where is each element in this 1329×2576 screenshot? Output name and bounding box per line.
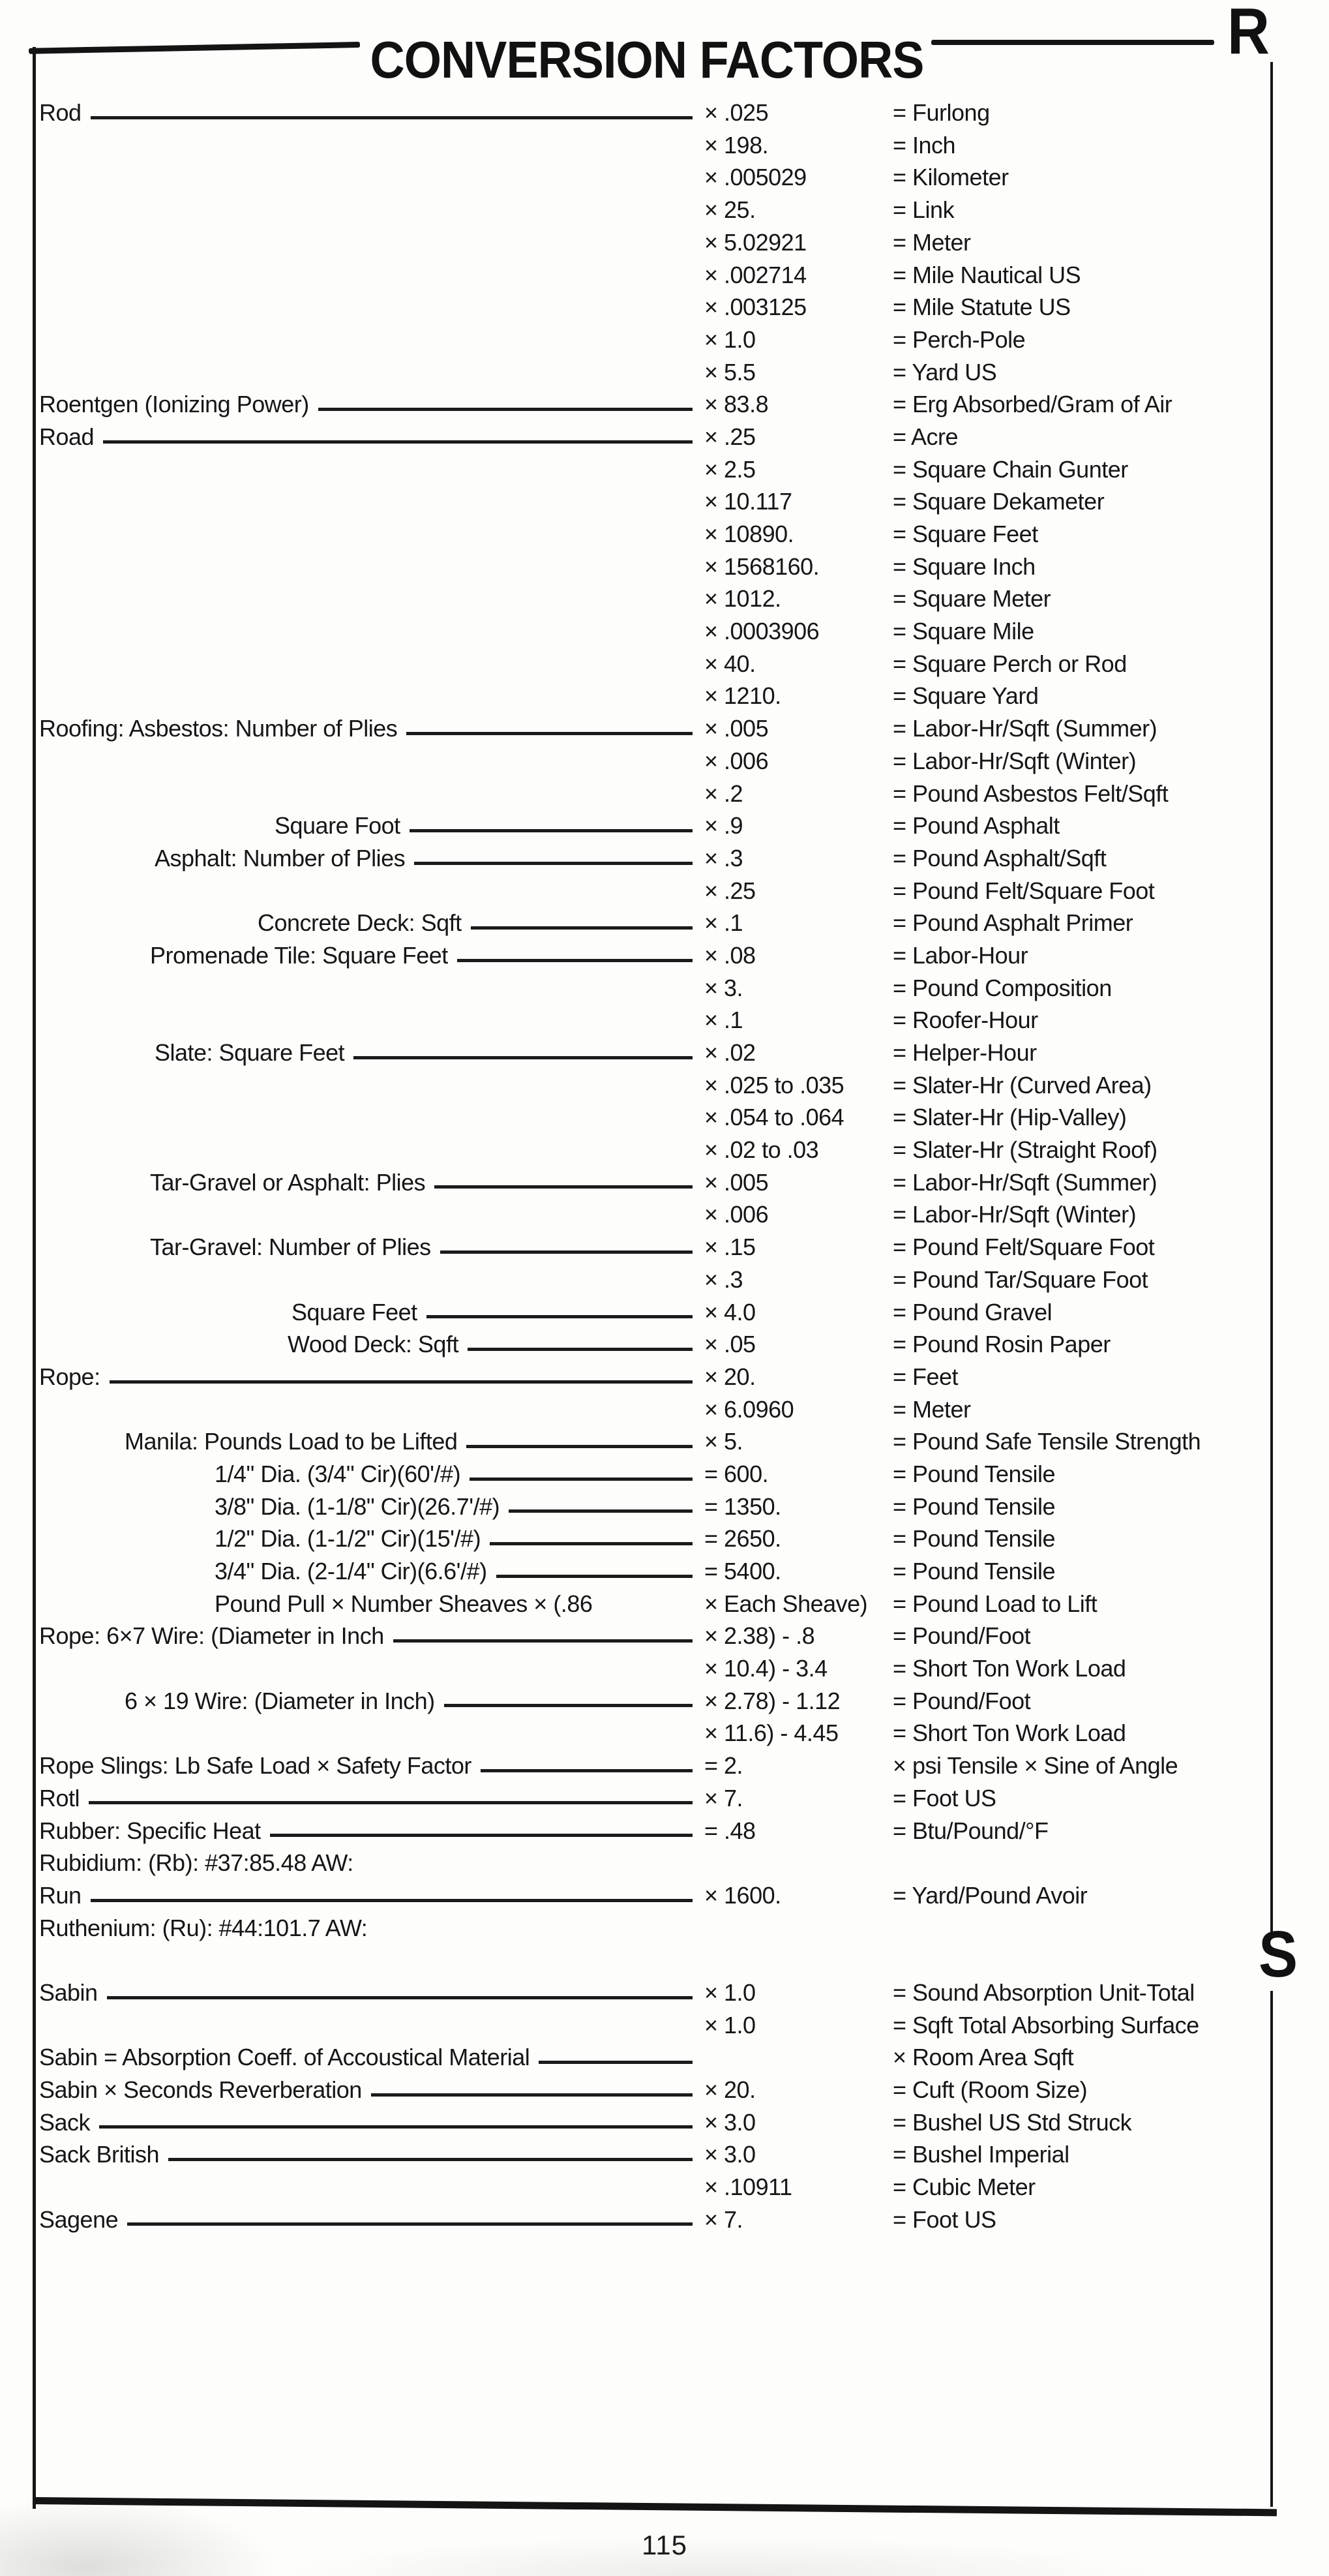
result-value: = Foot US [893,2205,996,2233]
conversion-row [39,452,1272,485]
quantity-label: Sabin [39,1978,98,2006]
quantity-label: Roentgen (Ionizing Power) [39,391,309,418]
row-label-cell [39,1526,704,1552]
conversion-row [39,2202,1272,2235]
row-label-cell [39,1785,704,1811]
leader-line [89,1801,693,1804]
result-value: = Link [893,196,955,224]
leader-line [440,1250,693,1254]
factor-value: × .025 [704,99,769,127]
factor-value: × .054 to .064 [704,1104,844,1131]
conversion-factors-table [39,95,1272,2234]
conversion-row [39,1035,1272,1068]
page-number: 115 [642,2530,687,2560]
factor-value: × .2 [704,780,743,807]
conversion-row [39,484,1272,517]
leader-line [468,1348,693,1351]
factor-value: × Each Sheave) [704,1590,868,1617]
factor-value: × 3.0 [704,2141,756,2168]
conversion-row [39,1554,1272,1586]
result-value: = Square Feet [893,521,1038,548]
result-value: = Cuft (Room Size) [893,2076,1088,2104]
result-value: = Roofer-Hour [893,1007,1038,1034]
result-value: = Inch [893,131,956,159]
section-letter-s: S [1259,1918,1298,1991]
conversion-row [39,549,1272,582]
row-label-cell [39,1688,704,1714]
quantity-label: Slate: Square Feet [155,1039,345,1067]
conversion-row [39,225,1272,258]
row-label-cell [39,1299,704,1326]
factor-value: × 1568160. [704,553,820,580]
result-value: = Kilometer [893,164,1009,191]
conversion-row [39,322,1272,355]
result-value: = Square Chain Gunter [893,455,1128,483]
row-label-cell [39,1850,704,1876]
quantity-label: Sabin × Seconds Reverberation [39,2076,362,2104]
result-value: = Slater-Hr (Curved Area) [893,1071,1152,1099]
row-label-cell [39,2142,704,2168]
leader-line [457,959,693,962]
row-label-cell [39,2077,704,2103]
conversion-row [39,1781,1272,1813]
result-value: = Square Yard [893,682,1039,710]
leader-line [434,1185,693,1189]
result-value: = Pound Asphalt/Sqft [893,844,1107,871]
quantity-label: Road [39,423,95,450]
factor-value: × 2.78) - 1.12 [704,1687,841,1714]
conversion-row [39,95,1272,128]
quantity-label: Rope: [39,1363,100,1390]
result-value: = Yard US [893,358,997,386]
result-value: = Btu/Pound/°F [893,1817,1049,1844]
row-label-cell [39,1234,704,1260]
quantity-label: Pound Pull × Number Sheaves × (.86 [215,1590,593,1617]
leader-line [539,2061,693,2064]
leader-line [509,1509,693,1513]
factor-value: × 5.02921 [704,228,807,256]
row-label-cell [39,424,704,450]
conversion-row [39,160,1272,192]
conversion-row [39,387,1272,419]
factor-value: × 3.0 [704,2108,756,2136]
factor-value: × 1210. [704,682,781,710]
result-value: = Erg Absorbed/Gram of Air [893,391,1172,418]
result-value: × Room Area Sqft [893,2044,1074,2071]
factor-value: × 198. [704,131,769,159]
conversion-row [39,1457,1272,1489]
conversion-row [39,1100,1272,1132]
row-label-cell [39,1883,704,1909]
row-label-cell [39,1429,704,1455]
row-label-cell [39,1040,704,1066]
factor-value: × 83.8 [704,391,769,418]
quantity-label: 1/2" Dia. (1-1/2" Cir)(15'/#) [215,1525,481,1553]
leader-line [107,1996,693,1999]
result-value: = Yard/Pound Avoir [893,1881,1088,1909]
factor-value: × 25. [704,196,756,224]
quantity-label: Sack [39,2108,91,2136]
factor-value: × 20. [704,1363,756,1390]
factor-value: × .3 [704,844,743,871]
result-value: = Short Ton Work Load [893,1720,1126,1747]
conversion-row [39,1165,1272,1198]
row-label-cell [39,1364,704,1390]
factor-value: × 40. [704,650,756,677]
factor-value: × .02 to .03 [704,1136,819,1164]
leader-line [127,2222,693,2226]
quantity-label: 6 × 19 Wire: (Diameter in Inch) [125,1687,435,1714]
row-label-cell [39,1331,704,1357]
leader-line [470,1477,693,1481]
factor-value: × 6.0960 [704,1395,794,1423]
conversion-row [39,128,1272,160]
factor-value: × 1012. [704,585,781,613]
result-value: = Pound Tensile [893,1460,1056,1487]
quantity-label: Asphalt: Number of Plies [155,844,406,871]
result-value: = Pound Safe Tensile Strength [893,1428,1201,1455]
result-value: = Mile Statute US [893,294,1071,321]
leader-line [318,408,693,411]
factor-value: × 7. [704,2205,743,2233]
row-label-cell [39,1980,704,2006]
conversion-row [39,2137,1272,2170]
conversion-row [39,257,1272,290]
conversion-row [39,2170,1272,2202]
result-value: = Pound Asphalt Primer [893,909,1133,937]
result-value: = Mile Nautical US [893,261,1081,288]
leader-line [91,116,693,119]
row-label-cell [39,2044,704,2070]
result-value: = Square Meter [893,585,1051,613]
factor-value: × .005029 [704,164,807,191]
result-value: = Pound Asbestos Felt/Sqft [893,780,1169,807]
factor-value: × 1.0 [704,1978,756,2006]
row-label-cell [39,1915,704,1941]
quantity-label: Square Foot [275,812,400,840]
result-value: = Bushel Imperial [893,2141,1069,2168]
conversion-row [39,1845,1272,1878]
conversion-row [39,1197,1272,1230]
conversion-row [39,355,1272,387]
quantity-label: Wood Deck: Sqft [288,1331,458,1358]
result-value: = Sound Absorption Unit-Total [893,1978,1195,2006]
result-value: = Pound Composition [893,974,1112,1001]
result-value: = Slater-Hr (Straight Roof) [893,1136,1157,1164]
row-label-cell [39,1623,704,1649]
leader-line [103,440,693,444]
result-value: = Meter [893,1395,971,1423]
leader-line [99,2125,693,2129]
conversion-row [39,1975,1272,2008]
factor-value: × .3 [704,1265,743,1293]
factor-value: × .10911 [704,2174,792,2201]
result-value: = Meter [893,228,971,256]
result-value: × psi Tensile × Sine of Angle [893,1752,1178,1780]
conversion-row [39,873,1272,906]
factor-value: × .25 [704,423,756,450]
factor-value: = 600. [704,1460,769,1487]
leader-line [426,1315,693,1318]
row-label-cell [39,813,704,839]
factor-value: × .08 [704,941,756,969]
conversion-row [39,1392,1272,1425]
conversion-row [39,1878,1272,1911]
result-value: = Square Dekameter [893,488,1105,515]
result-value: = Labor-Hour [893,941,1028,969]
page-title: CONVERSION FACTORS [370,30,924,89]
factor-value: × .005 [704,715,769,742]
quantity-label: Promenade Tile: Square Feet [150,941,448,969]
quantity-label: Sagene [39,2205,119,2233]
result-value: = Square Inch [893,553,1036,580]
factor-value: × 10890. [704,521,794,548]
factor-value: × 10.117 [704,488,792,515]
row-label-cell [39,2207,704,2233]
factor-value: × .002714 [704,261,807,288]
result-value: = Square Perch or Rod [893,650,1127,677]
result-value: = Foot US [893,1784,996,1811]
row-label-cell [39,1591,704,1617]
quantity-label: Roofing: Asbestos: Number of Plies [39,715,398,742]
conversion-row [39,1294,1272,1327]
result-value: = Helper-Hour [893,1039,1037,1067]
result-value: = Pound Gravel [893,1298,1053,1326]
factor-value: × .1 [704,1007,743,1034]
quantity-label: Tar-Gravel: Number of Plies [150,1234,431,1261]
factor-value: × .05 [704,1331,756,1358]
conversion-row [39,2072,1272,2105]
conversion-row [39,1813,1272,1845]
result-value: = Acre [893,423,959,450]
factor-value: × 20. [704,2076,756,2104]
leader-line [496,1575,693,1578]
conversion-row [39,1003,1272,1035]
quantity-label: 3/4" Dia. (2-1/4" Cir)(6.6'/#) [215,1558,487,1585]
leader-line [481,1769,693,1772]
conversion-row [39,646,1272,679]
conversion-row [39,776,1272,808]
result-value: = Perch-Pole [893,326,1026,353]
result-value: = Pound/Foot [893,1622,1031,1650]
result-value: = Labor-Hr/Sqft (Winter) [893,747,1137,774]
factor-value: × .0003906 [704,618,820,645]
factor-value: × .006 [704,1201,769,1228]
conversion-row [39,1684,1272,1716]
quantity-label: 3/8" Dia. (1-1/8" Cir)(26.7'/#) [215,1493,500,1520]
quantity-label: Rod [39,99,82,127]
conversion-row [39,971,1272,1003]
quantity-label: Rope: 6×7 Wire: (Diameter in Inch [39,1622,384,1650]
row-label-cell [39,910,704,936]
conversion-row [39,1262,1272,1295]
conversion-row [39,1068,1272,1100]
conversion-row [39,2105,1272,2138]
conversion-row [39,2008,1272,2040]
result-value: = Labor-Hr/Sqft (Summer) [893,715,1157,742]
title-rule-right [931,40,1214,45]
leader-line [393,1639,693,1643]
table-border-left [33,47,36,2509]
conversion-row [39,678,1272,711]
quantity-label: Rubber: Specific Heat [39,1817,261,1844]
factor-value: = 2650. [704,1525,781,1553]
factor-value: × 1.0 [704,326,756,353]
result-value: = Feet [893,1363,959,1390]
table-border-bottom [33,2497,1277,2516]
row-label-cell [39,1461,704,1487]
factor-value: × .25 [704,877,756,904]
factor-value: × 2.38) - .8 [704,1622,815,1650]
quantity-label: Rotl [39,1784,80,1811]
result-value: = Bushel US Std Struck [893,2108,1132,2136]
conversion-row [39,614,1272,646]
conversion-row [39,744,1272,776]
quantity-label: Rubidium: (Rb): #37:85.48 AW: [39,1849,353,1877]
factor-value: × .006 [704,747,769,774]
title-rule-left [29,42,360,54]
conversion-row [39,192,1272,225]
conversion-row [39,1424,1272,1457]
factor-value: × 7. [704,1784,743,1811]
factor-value: = .48 [704,1817,756,1844]
result-value: = Short Ton Work Load [893,1655,1126,1682]
quantity-label: Concrete Deck: Sqft [258,909,462,937]
conversion-row [39,1521,1272,1554]
leader-line [444,1704,693,1707]
conversion-row [39,1651,1272,1684]
factor-value: = 5400. [704,1558,781,1585]
result-value: = Pound Tensile [893,1558,1056,1585]
factor-value: × 1.0 [704,2011,756,2038]
factor-value: × .02 [704,1039,756,1067]
conversion-row [39,841,1272,873]
result-value: = Pound Rosin Paper [893,1331,1111,1358]
result-value: = Cubic Meter [893,2174,1036,2201]
conversion-row [39,938,1272,971]
conversion-row [39,1230,1272,1262]
row-label-cell [39,391,704,417]
quantity-label: Sack British [39,2141,160,2168]
factor-value: × .025 to .035 [704,1071,844,1099]
result-value: = Pound Tensile [893,1525,1056,1553]
factor-value: × 1600. [704,1881,781,1909]
row-label-cell [39,2110,704,2136]
conversion-row [39,2040,1272,2072]
leader-line [490,1542,693,1545]
factor-value: × 5. [704,1428,743,1455]
factor-value: × 2.5 [704,455,756,483]
factor-value: × .15 [704,1234,756,1261]
conversion-row [39,517,1272,549]
quantity-label: Rope Slings: Lb Safe Load × Safety Factor [39,1752,471,1780]
quantity-label: 1/4" Dia. (3/4" Cir)(60'/#) [215,1460,461,1487]
factor-value: × .003125 [704,294,807,321]
conversion-row [39,905,1272,938]
row-label-cell [39,845,704,871]
section-letter-r: R [1227,0,1270,68]
conversion-row [39,290,1272,322]
factor-value: × 10.4) - 3.4 [704,1655,828,1682]
result-value: = Labor-Hr/Sqft (Summer) [893,1168,1157,1196]
result-value: = Pound Felt/Square Foot [893,1234,1155,1261]
leader-line [466,1445,693,1448]
factor-value: × 4.0 [704,1298,756,1326]
result-value: = Furlong [893,99,990,127]
conversion-row [39,1748,1272,1781]
factor-value: = 2. [704,1752,743,1780]
result-value: = Sqft Total Absorbing Surface [893,2011,1199,2038]
conversion-row [39,808,1272,841]
conversion-row [39,1618,1272,1651]
result-value: = Pound Load to Lift [893,1590,1098,1617]
leader-line [471,926,693,930]
factor-value: × 11.6) - 4.45 [704,1720,839,1747]
leader-line [168,2158,693,2161]
leader-line [91,1899,693,1902]
row-label-cell [39,1558,704,1584]
row-label-cell [39,1818,704,1844]
leader-line [406,732,693,735]
result-value: = Pound Felt/Square Foot [893,877,1155,904]
leader-line [353,1056,693,1059]
row-label-cell [39,943,704,969]
row-label-cell [39,1170,704,1196]
conversion-row [39,1586,1272,1619]
result-value: = Square Mile [893,618,1034,645]
leader-line [410,829,693,832]
quantity-label: Sabin = Absorption Coeff. of Accoustical Material [39,2044,530,2071]
result-value: = Pound Asphalt [893,812,1060,840]
result-value: = Labor-Hr/Sqft (Winter) [893,1201,1137,1228]
leader-line [110,1380,693,1384]
factor-value: × 5.5 [704,358,756,386]
result-value: = Slater-Hr (Hip-Valley) [893,1104,1127,1131]
result-value: = Pound Tar/Square Foot [893,1265,1148,1293]
factor-value: × .9 [704,812,743,840]
quantity-label: Ruthenium: (Ru): #44:101.7 AW: [39,1914,368,1941]
row-label-cell [39,100,704,126]
result-value: = Pound/Foot [893,1687,1031,1714]
quantity-label: Square Feet [291,1298,417,1326]
conversion-row [39,1489,1272,1522]
row-label-cell [39,1753,704,1779]
factor-value: = 1350. [704,1493,781,1520]
factor-value: × .1 [704,909,743,937]
conversion-row [39,1359,1272,1392]
conversion-row [39,711,1272,744]
conversion-row [39,1911,1272,1943]
factor-value: × .005 [704,1168,769,1196]
conversion-row [39,1327,1272,1359]
conversion-row [39,1716,1272,1748]
quantity-label: Manila: Pounds Load to be Lifted [125,1428,458,1455]
leader-line [414,862,693,865]
quantity-label: Run [39,1881,82,1909]
conversion-row [39,419,1272,452]
conversion-row [39,1132,1272,1165]
leader-line [270,1834,693,1837]
factor-value: × 3. [704,974,743,1001]
row-label-cell [39,1494,704,1520]
conversion-row [39,581,1272,614]
row-label-cell [39,716,704,742]
result-value: = Pound Tensile [893,1493,1056,1520]
leader-line [371,2093,693,2097]
quantity-label: Tar-Gravel or Asphalt: Plies [150,1168,426,1196]
